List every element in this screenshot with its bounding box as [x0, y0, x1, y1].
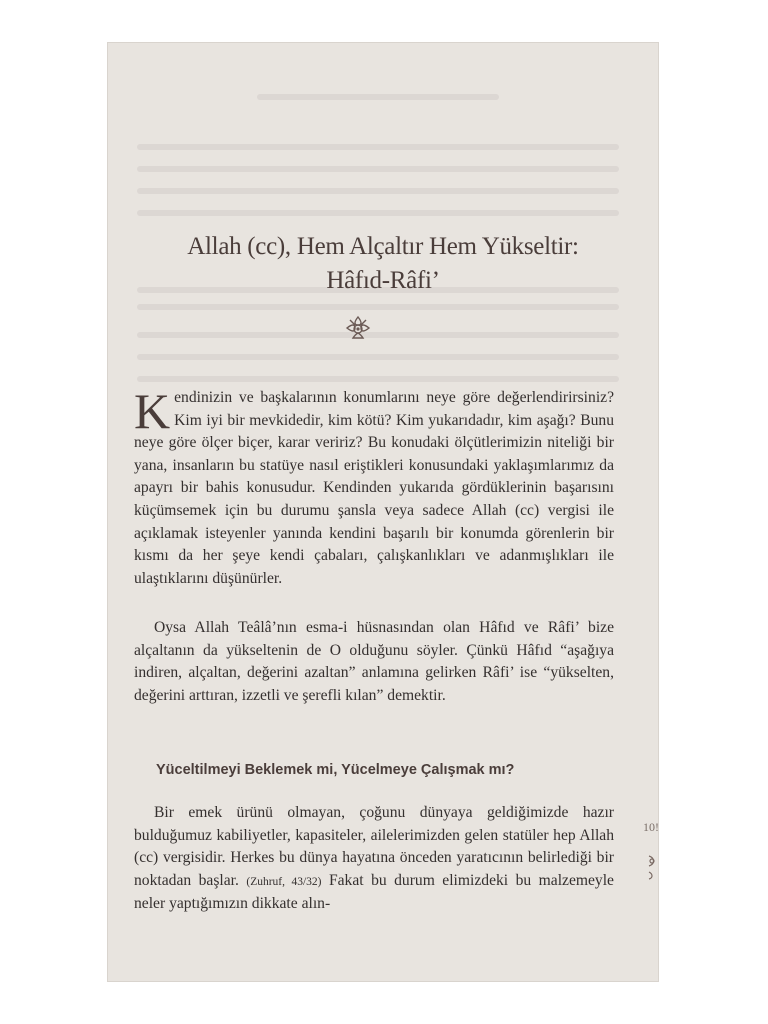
chapter-title-line1: Allah (cc), Hem Alçaltır Hem Yükseltir: — [187, 233, 579, 260]
show-through-line — [137, 304, 619, 310]
show-through-line — [137, 166, 619, 172]
paragraph-intro — [134, 383, 614, 590]
show-through-line — [137, 376, 619, 382]
paragraph-section-text-before: Bir emek ürünü olmayan, çoğunu dünyaya geldiğimizde hazır bulduğumuz kabiliyetler, kapasiteler, ailelerimizden gelen statüler hep Allah (cc) vergisidir. Herkes bu dünya hayatına önceden yaratıcının belirlediği bir noktadan başlar. — [134, 804, 614, 889]
show-through-line — [257, 94, 499, 100]
show-through-line — [137, 210, 619, 216]
paragraph-hafid-rafi: Oysa Allah Teâlâ’nın esma-i hüsnasından olan Hâfıd ve Râfi’ bize alçaltanın da yükseltenin de O olduğunu söyler. Çünkü Hâfıd “aşağıya indiren, alçaltan, değerini azaltan” anlamına gelirken Râfi’ ise “yükselten, değerini arttıran, izzetli ve şerefli kılan” demektir. — [134, 619, 614, 704]
side-ornament-icon — [647, 852, 659, 880]
dropcap: K — [134, 383, 171, 439]
citation: (Zuhruf, 43/32) — [246, 875, 322, 888]
book-page — [107, 42, 659, 982]
paragraph-section-text-after: Fakat bu durum elimizdeki bu malzemeyle neler yaptığımızın dikkate alın- — [134, 871, 614, 913]
show-through-line — [137, 188, 619, 194]
page-number: 10! — [643, 820, 659, 834]
chapter-title-line2: Hâfıd-Râfi’ — [326, 267, 440, 294]
show-through-line — [137, 332, 619, 338]
chapter-title — [107, 230, 659, 298]
show-through-line — [137, 144, 619, 150]
floral-ornament-icon — [344, 314, 372, 342]
show-through-line — [137, 354, 619, 360]
section-subheading: Yüceltilmeyi Beklemek mi, Yücelmeye Çalışmak mı? — [156, 762, 515, 778]
paragraph-section — [134, 802, 614, 916]
paragraph-intro-text: endinizin ve başkalarının konumlarını neye göre değerlendirirsiniz? Kim iyi bir mevkidedir, kim kötü? Kim yukarıdadır, kim aşağı? Bunu neye göre ölçer biçer, karar veririz? Bu konudaki ölçütlerimizin niteliği bir yana, insanların bu statüye nasıl eriştikleri konusundaki yaklaşımlarımız da apayrı bir bahis konusudur. Kendinden yukarıda gördüklerinin başarısını küçümsemek için bu durumu şansla veya sadece Allah (cc) vergisi ile açıklamak isteyenler yanında kendini başarılı bir konumda görenlerin bir kısmı da her şeye kendi çabaları, çalışkanlıkları ve adanmışlıkları ile ulaştıklarını düşünürler. — [134, 389, 614, 587]
